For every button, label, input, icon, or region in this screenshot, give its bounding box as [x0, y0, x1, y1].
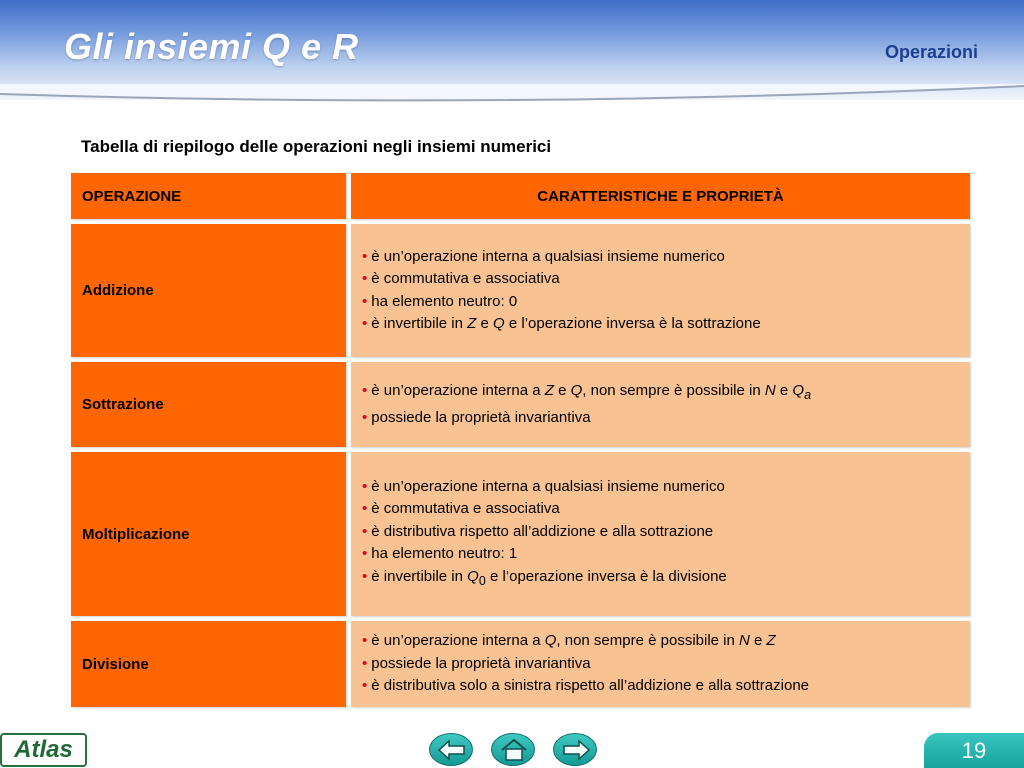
property-item	[362, 630, 970, 653]
table-row	[71, 224, 970, 357]
property-item	[362, 566, 970, 593]
property-item	[362, 407, 970, 430]
properties-cell	[351, 621, 970, 707]
bullet-icon: •	[362, 545, 368, 563]
bullet-icon: •	[362, 632, 368, 650]
table-row	[71, 621, 970, 707]
property-text: Q	[467, 567, 479, 585]
bullet-icon: •	[362, 500, 368, 518]
operation-name: Moltiplicazione	[71, 452, 346, 616]
property-item	[362, 246, 970, 269]
prev-slide-button[interactable]	[429, 733, 473, 766]
property-item	[362, 291, 970, 314]
property-text: Q	[792, 382, 805, 399]
properties-cell	[351, 452, 970, 616]
property-text: e	[553, 382, 571, 399]
table-caption: Tabella di riepilogo delle operazioni negli insiemi numerici	[81, 137, 552, 156]
property-text: è un’operazione interna a	[371, 632, 545, 650]
property-text: e	[775, 382, 793, 399]
bullet-icon: •	[362, 315, 368, 332]
property-text: e l’operazione inversa è la divisione	[485, 567, 727, 585]
property-text: ha elemento neutro: 0	[371, 292, 518, 310]
property-text: è invertibile in	[371, 315, 468, 332]
property-text: possiede la proprietà invariantiva	[371, 654, 591, 672]
property-text: è commutativa e associativa	[371, 270, 560, 287]
bullet-icon: •	[362, 382, 368, 399]
property-text: Z	[544, 382, 554, 399]
property-text: Z	[766, 632, 776, 650]
property-item	[362, 380, 970, 407]
section-label: Operazioni	[884, 42, 978, 62]
property-item	[362, 476, 970, 499]
property-item	[362, 653, 970, 676]
next-slide-button[interactable]	[553, 733, 597, 766]
bullet-icon: •	[362, 677, 368, 695]
table-header-row	[71, 173, 970, 219]
page-number: 19	[924, 733, 1024, 768]
property-text: è un’operazione interna a qualsiasi insieme numerico	[371, 477, 725, 495]
bullet-icon: •	[362, 292, 368, 310]
property-text: possiede la proprietà invariantiva	[371, 408, 591, 426]
property-text: Z	[467, 315, 477, 332]
property-text: N	[764, 382, 776, 399]
property-text: a	[804, 388, 812, 402]
property-text: è distributiva solo a sinistra rispetto all’addizione e alla sottrazione	[371, 677, 809, 695]
header-divider	[0, 84, 1024, 108]
bullet-icon: •	[362, 522, 368, 540]
operation-name: Addizione	[71, 224, 346, 357]
operation-name: Divisione	[71, 621, 346, 707]
table-row	[71, 452, 970, 616]
properties-cell	[351, 224, 970, 357]
bullet-icon: •	[362, 567, 368, 585]
property-text: è distributiva rispetto all’addizione e alla sottrazione	[371, 522, 714, 540]
property-text: Q	[493, 315, 505, 332]
property-text: è invertibile in	[371, 567, 468, 585]
property-text: e	[749, 632, 767, 650]
bullet-icon: •	[362, 477, 368, 495]
property-text: , non sempre è possibile in	[556, 632, 740, 650]
property-text: Q	[544, 632, 557, 650]
bullet-icon: •	[362, 654, 368, 672]
bullet-icon: •	[362, 408, 368, 426]
atlas-logo: Atlas	[0, 733, 87, 767]
property-item	[362, 675, 970, 698]
property-text: N	[739, 632, 750, 650]
property-text: è commutativa e associativa	[371, 500, 560, 518]
header-properties: CARATTERISTICHE E PROPRIETÀ	[351, 173, 970, 219]
property-text: è un’operazione interna a	[371, 382, 545, 399]
arrow-right-icon	[561, 738, 591, 762]
properties-cell	[351, 362, 970, 447]
property-item	[362, 313, 970, 336]
property-text: ha elemento neutro: 1	[371, 545, 518, 563]
property-text: e l’operazione inversa è la sottrazione	[504, 315, 761, 332]
header-operation: OPERAZIONE	[71, 173, 346, 219]
home-button[interactable]	[491, 733, 535, 766]
home-icon	[499, 738, 529, 762]
operations-table	[66, 168, 975, 712]
property-item	[362, 521, 970, 544]
property-text: , non sempre è possibile in	[582, 382, 765, 399]
property-item	[362, 268, 970, 291]
operation-name: Sottrazione	[71, 362, 346, 447]
slide-title: Gli insiemi Q e R	[64, 26, 359, 67]
bullet-icon: •	[362, 247, 368, 265]
property-item	[362, 543, 970, 566]
property-text: e	[476, 315, 494, 332]
property-item	[362, 498, 970, 521]
property-text: 0	[478, 573, 486, 588]
arrow-left-icon	[437, 738, 467, 762]
table-row	[71, 362, 970, 447]
bullet-icon: •	[362, 270, 368, 287]
property-text: Q	[570, 382, 583, 399]
property-text: è un’operazione interna a qualsiasi insieme numerico	[371, 247, 725, 265]
